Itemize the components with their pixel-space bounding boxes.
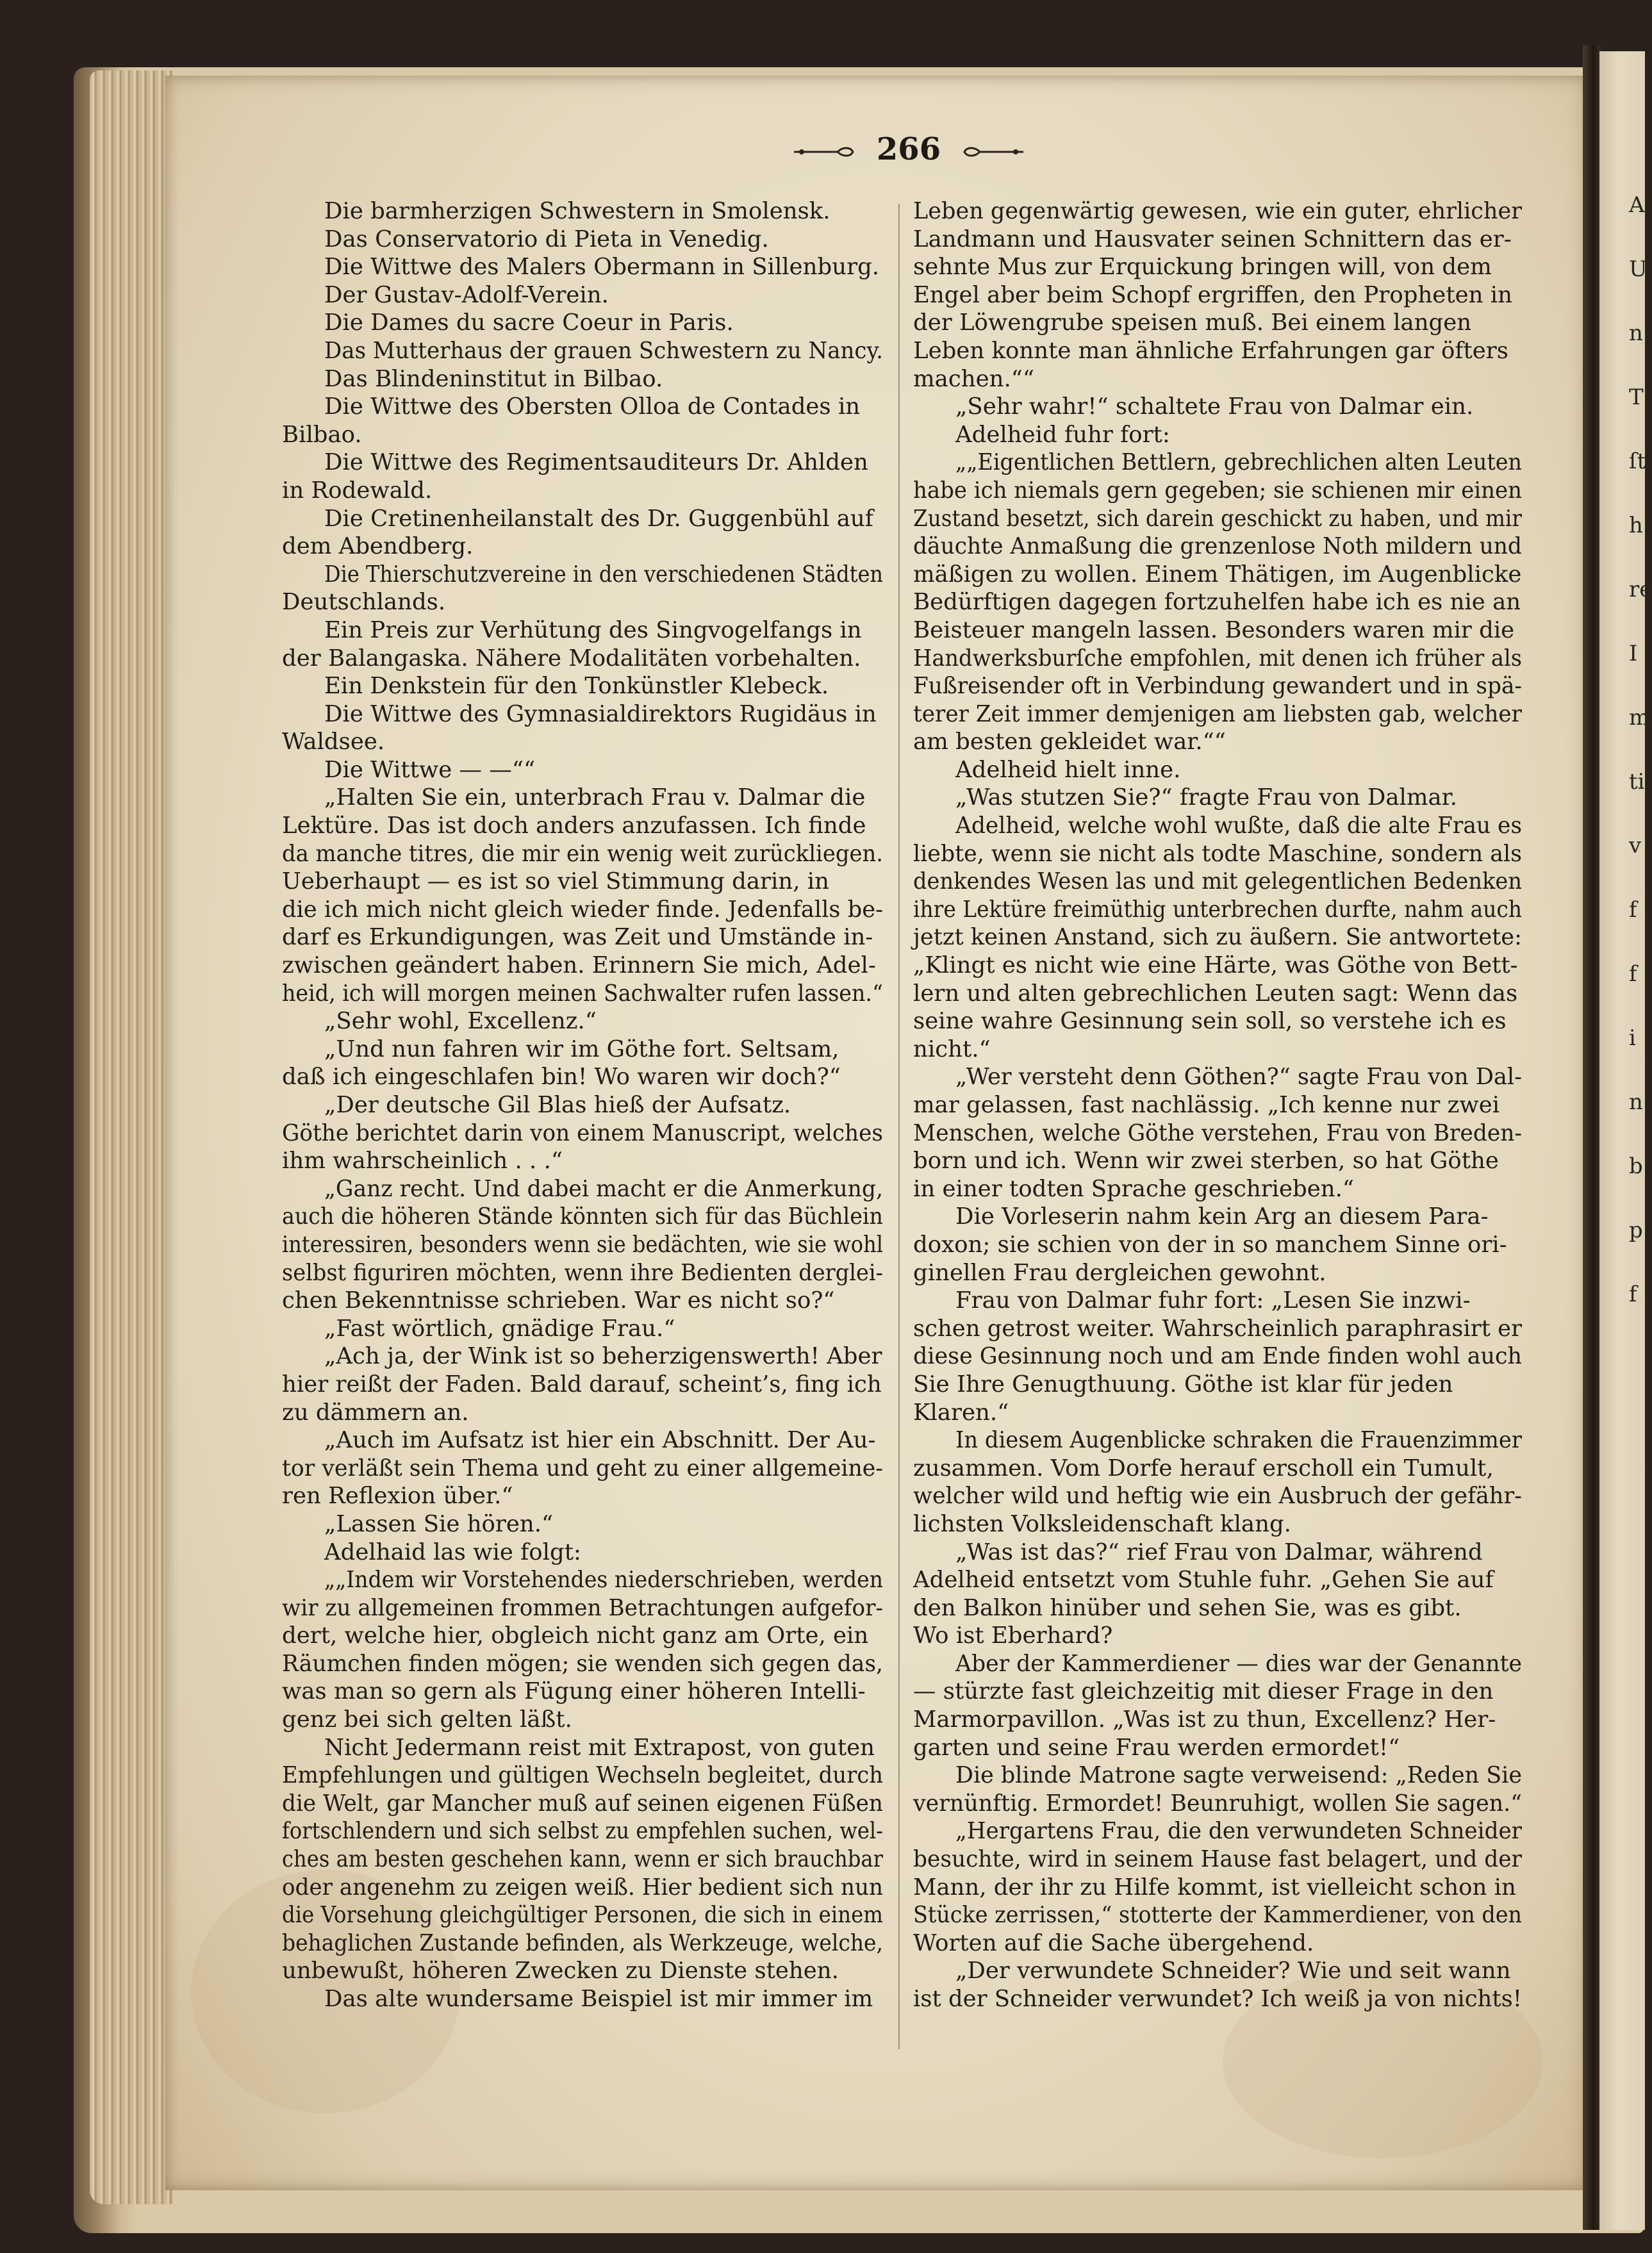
text-line: selbst figuriren möchten, wenn ihre Bedienten derglei- <box>282 1259 883 1286</box>
text-line: besuchte, wird in seinem Hause fast belagert, und der <box>913 1846 1522 1873</box>
text-line: Landmann und Hausvater seinen Schnittern das er- <box>913 226 1512 252</box>
text-line: Handwerksburſche empfohlen, mit denen ich früher als <box>913 645 1522 672</box>
text-line: lern und alten gebrechlichen Leuten sagt: Wenn das <box>913 980 1518 1007</box>
page-header <box>781 131 1037 167</box>
text-line: Die Wittwe des Gymnasialdirektors Rugidäus in <box>324 700 877 727</box>
text-line: Ein Denkstein für den Tonkünstler Klebeck. <box>324 673 829 700</box>
text-line: unbewußt, höheren Zwecken zu Dienste stehen. <box>282 1958 839 1985</box>
text-line: dem Abendberg. <box>282 533 474 560</box>
text-line: „Klingt es nicht wie eine Härte, was Göthe von Bett- <box>913 952 1518 979</box>
text-line: zwischen geändert haben. Erinnern Sie mich, Adel- <box>282 952 876 979</box>
page-stack-edges <box>90 70 173 2204</box>
text-line: Klaren.“ <box>913 1399 1009 1426</box>
next-page-letter: ti <box>1629 769 1645 795</box>
text-line: Engel aber beim Schopf ergriffen, den Propheten in <box>913 281 1512 308</box>
text-line: oder angenehm zu zeigen weiß. Hier bedient sich nun <box>282 1874 883 1901</box>
next-page-letter: n <box>1629 320 1643 346</box>
text-line: Frau von Dalmar fuhr fort: „Lesen Sie inzwi- <box>955 1287 1471 1314</box>
right-text-column <box>913 197 1522 2013</box>
text-line: Leben konnte man ähnliche Erfahrungen gar öfters <box>913 337 1508 364</box>
text-line: „Auch im Aufsatz ist hier ein Abschnitt. Der Au- <box>324 1427 876 1454</box>
text-line: Lektüre. Das ist doch anders anzufassen. Ich finde <box>282 813 866 839</box>
text-line: „Was stutzen Sie?“ fragte Frau von Dalmar. <box>955 784 1458 811</box>
text-line: „„Indem wir Vorstehendes niederschrieben, werden <box>324 1567 883 1594</box>
next-page-letter: f <box>1629 1282 1637 1307</box>
text-line: da manche titres, die mir ein wenig weit zurückliegen. <box>282 840 883 867</box>
text-line: zusammen. Vom Dorfe herauf erscholl ein Tumult, <box>913 1455 1494 1481</box>
text-line: Sie Ihre Genugthuung. Göthe ist klar für jeden <box>913 1371 1453 1398</box>
text-line: Adelheid entsetzt vom Stuhle fuhr. „Gehen Sie auf <box>913 1567 1494 1594</box>
text-line: Die Wittwe des Malers Obermann in Sillenburg. <box>324 254 880 281</box>
text-line: vernünftig. Ermordet! Beunruhigt, wollen Sie sagen.“ <box>913 1790 1522 1817</box>
text-line: genz bei sich gelten läßt. <box>282 1706 572 1733</box>
text-line: interessiren, besonders wenn sie bedächten, wie sie wohl <box>282 1231 883 1258</box>
text-line: Ein Preis zur Verhütung des Singvogelfangs in <box>324 616 862 643</box>
text-line: Deutschlands. <box>282 589 446 616</box>
next-page-letter: m <box>1629 705 1650 730</box>
text-line: Zustand besetzt, sich darein geschickt zu haben, und mir <box>913 505 1522 532</box>
text-line: welcher wild und heftig wie ein Ausbruch der gefähr- <box>913 1483 1522 1510</box>
next-page-letter: A <box>1629 192 1645 218</box>
text-line: Adelheid, welche wohl wußte, daß die alte Frau es <box>955 813 1522 839</box>
text-line: Leben gegenwärtig gewesen, wie ein guter, ehrlicher <box>913 198 1522 224</box>
next-page-letter: ſt <box>1629 449 1646 474</box>
text-line: jetzt keinen Anstand, sich zu äußern. Sie antwortete: <box>913 924 1522 951</box>
text-line: Nicht Jedermann reist mit Extrapost, von guten <box>324 1734 875 1761</box>
text-line: in einer todten Sprache geschrieben.“ <box>913 1175 1355 1202</box>
text-line: „Sehr wohl, Excellenz.“ <box>324 1008 597 1035</box>
text-line: Waldsee. <box>282 729 385 755</box>
text-line: behaglichen Zustande befinden, als Werkzeuge, welche, <box>282 1929 883 1956</box>
text-line: Fußreisender oft in Verbindung gewandert und in spä- <box>913 673 1522 700</box>
text-line: tor verläßt sein Thema und geht zu einer allgemeine- <box>282 1455 883 1481</box>
book-gutter <box>1583 45 1601 2230</box>
text-line: Worten auf die Sache übergehend. <box>913 1929 1314 1956</box>
text-line: mar gelassen, fast nachlässig. „Ich kenne nur zwei <box>913 1092 1500 1118</box>
text-line: zu dämmern an. <box>282 1399 469 1426</box>
next-page-letter: U <box>1629 256 1648 282</box>
text-line: nicht.“ <box>913 1036 991 1062</box>
next-page-letter: f <box>1629 961 1637 987</box>
text-line: Das alte wundersame Beispiel ist mir immer im <box>324 1986 873 2012</box>
text-line: auch die höheren Stände könnten sich für das Büchlein <box>282 1203 883 1230</box>
scroll-ornament-left-icon <box>793 144 857 160</box>
next-page-letter: T <box>1629 384 1644 410</box>
text-line: Mann, der ihr zu Hilfe kommt, ist vielleicht schon in <box>913 1874 1516 1901</box>
text-line: Die Wittwe — —““ <box>324 756 536 783</box>
text-line: däuchte Anmaßung die grenzenlose Noth mildern und <box>913 533 1522 560</box>
text-line: „Lassen Sie hören.“ <box>324 1510 554 1537</box>
text-line: „Halten Sie ein, unterbrach Frau v. Dalmar die <box>324 784 866 811</box>
text-line: garten und seine Frau werden ermordet!“ <box>913 1734 1400 1761</box>
next-page-letter: I <box>1629 641 1638 666</box>
text-line: habe ich niemals gern gegeben; sie schienen mir einen <box>913 477 1522 504</box>
next-page-letter: v <box>1629 833 1642 859</box>
text-line: terer Zeit immer demjenigen am liebsten gab, welcher <box>913 700 1522 727</box>
next-page-letter: h <box>1629 513 1643 538</box>
text-line: „Sehr wahr!“ schaltete Frau von Dalmar ein. <box>955 393 1474 420</box>
text-line: Stücke zerrissen,“ stotterte der Kammerdiener, von den <box>913 1902 1522 1929</box>
text-line: doxon; sie schien von der in so manchem Sinne ori- <box>913 1231 1507 1258</box>
text-line: ginellen Frau dergleichen gewohnt. <box>913 1259 1326 1286</box>
text-line: machen.““ <box>913 365 1035 392</box>
page-number: 266 <box>876 131 941 167</box>
text-line: Das Mutterhaus der grauen Schwestern zu Nancy. <box>324 337 883 364</box>
text-line: „„Eigentlichen Bettlern, gebrechlichen alten Leuten <box>955 449 1522 476</box>
text-line: Die Dames du sacre Coeur in Paris. <box>324 309 734 336</box>
text-line: wir zu allgemeinen frommen Betrachtungen aufgefor- <box>282 1594 883 1621</box>
text-line: Räumchen finden mögen; sie wenden sich gegen das, <box>282 1650 883 1677</box>
text-line: ches am besten geschehen kann, wenn er sich brauchbar <box>282 1846 883 1873</box>
next-page-edge <box>1599 51 1652 2230</box>
scroll-ornament-right-icon <box>961 144 1025 160</box>
text-line: die Welt, gar Mancher muß auf seinen eigenen Füßen <box>282 1790 883 1817</box>
text-line: Adelheid hielt inne. <box>955 756 1181 783</box>
text-line: chen Bekenntnisse schrieben. War es nicht so?“ <box>282 1287 835 1314</box>
text-line: denkendes Wesen las und mit gelegentlichen Bedenken <box>913 868 1522 895</box>
text-line: „Ach ja, der Wink ist so beherzigenswerth! Aber <box>324 1343 882 1370</box>
text-line: daß ich eingeschlafen bin! Wo waren wir doch?“ <box>282 1064 841 1091</box>
text-line: darf es Erkundigungen, was Zeit und Umstände in- <box>282 924 873 951</box>
text-line: „Ganz recht. Und dabei macht er die Anmerkung, <box>324 1175 883 1202</box>
text-line: heid, ich will morgen meinen Sachwalter rufen lassen.“ <box>282 980 883 1007</box>
next-page-letter: n <box>1629 1089 1643 1115</box>
text-line: liebte, wenn sie nicht als todte Maschine, sondern als <box>913 840 1522 867</box>
text-line: mäßigen zu wollen. Einem Thätigen, im Augenblicke <box>913 561 1522 588</box>
text-line: Die blinde Matrone sagte verweisend: „Reden Sie <box>955 1762 1522 1789</box>
text-line: ist der Schneider verwundet? Ich weiß ja von nichts! <box>913 1986 1522 2012</box>
text-line: „Der deutsche Gil Blas hieß der Aufsatz. <box>324 1092 791 1118</box>
text-line: schen getrost weiter. Wahrscheinlich paraphrasirt er <box>913 1315 1522 1342</box>
text-line: am besten gekleidet war.““ <box>913 729 1226 755</box>
text-line: lichsten Volksleidenschaft klang. <box>913 1510 1291 1537</box>
text-line: Die Wittwe des Obersten Olloa de Contades in <box>324 393 861 420</box>
text-line: Bilbao. <box>282 421 362 448</box>
next-page-letter: i <box>1629 1025 1636 1051</box>
text-line: Wo ist Eberhard? <box>913 1622 1113 1649</box>
text-line: Die barmherzigen Schwestern in Smolensk. <box>324 198 830 224</box>
text-line: ihre Lektüre freimüthig unterbrechen durfte, nahm auch <box>913 896 1522 923</box>
text-line: dert, welche hier, obgleich nicht ganz am Orte, ein <box>282 1622 869 1649</box>
text-line: Aber der Kammerdiener — dies war der Genannte <box>955 1650 1522 1677</box>
text-line: In diesem Augenblicke schraken die Frauenzimmer <box>955 1427 1522 1454</box>
text-line: „Und nun fahren wir im Göthe fort. Seltsam, <box>324 1036 839 1062</box>
left-text-column <box>282 197 883 2013</box>
text-line: der Balangaska. Nähere Modalitäten vorbehalten. <box>282 645 861 672</box>
text-line: hier reißt der Faden. Bald darauf, scheint’s, fing ich <box>282 1371 882 1398</box>
text-line: Das Conservatorio di Pieta in Venedig. <box>324 226 769 252</box>
text-line: Menschen, welche Göthe verstehen, Frau von Breden- <box>913 1119 1522 1146</box>
text-line: born und ich. Wenn wir zwei sterben, so hat Göthe <box>913 1148 1499 1175</box>
text-line: Bedürftigen dagegen fortzuhelfen habe ich es nie an <box>913 589 1521 616</box>
text-line: „Hergartens Frau, die den verwundeten Schneider <box>955 1818 1522 1845</box>
text-line: Beisteuer mangeln lassen. Besonders waren mir die <box>913 616 1515 643</box>
text-line: „Fast wörtlich, gnädige Frau.“ <box>324 1315 675 1342</box>
text-line: was man so gern als Fügung einer höheren Intelli- <box>282 1678 866 1705</box>
next-page-letter: b <box>1629 1153 1643 1179</box>
text-line: sehnte Mus zur Erquickung bringen will, von dem <box>913 254 1492 281</box>
text-line: Adelhaid las wie folgt: <box>324 1539 581 1565</box>
text-line: Göthe berichtet darin von einem Manuscript, welches <box>282 1119 883 1146</box>
text-line: Die Vorleserin nahm kein Arg an diesem Para- <box>955 1203 1489 1230</box>
text-line: Der Gustav-Adolf-Verein. <box>324 281 609 308</box>
next-page-letter: f <box>1629 897 1637 923</box>
text-line: Adelheid fuhr fort: <box>955 421 1170 448</box>
text-line: Marmorpavillon. „Was ist zu thun, Excellenz? Her- <box>913 1706 1496 1733</box>
text-line: Das Blindeninstitut in Bilbao. <box>324 365 663 392</box>
text-line: Empfehlungen und gültigen Wechseln begleitet, durch <box>282 1762 883 1789</box>
next-page-letter: re <box>1629 577 1652 602</box>
column-divider <box>898 204 900 2049</box>
text-line: „Der verwundete Schneider? Wie und seit wann <box>955 1958 1511 1985</box>
text-line: der Löwengrube speisen muß. Bei einem langen <box>913 309 1472 336</box>
text-line: Die Wittwe des Regimentsauditeurs Dr. Ahlden <box>324 449 868 476</box>
text-line: „Wer versteht denn Göthen?“ sagte Frau von Dal- <box>955 1064 1522 1091</box>
text-line: seine wahre Gesinnung sein soll, so verstehe ich es <box>913 1008 1507 1035</box>
text-line: „Was ist das?“ rief Frau von Dalmar, während <box>955 1539 1483 1565</box>
text-line: die ich mich nicht gleich wieder finde. Jedenfalls be- <box>282 896 883 923</box>
text-line: — stürzte fast gleichzeitig mit dieser Frage in den <box>913 1678 1494 1705</box>
next-page-letter: p <box>1629 1217 1643 1243</box>
text-line: Die Thierschutzvereine in den verschiedenen Städten <box>324 561 883 588</box>
text-line: Ueberhaupt — es ist so viel Stimmung darin, in <box>282 868 830 895</box>
text-line: ren Reflexion über.“ <box>282 1483 513 1510</box>
text-line: fortschlendern und sich selbst zu empfehlen suchen, wel- <box>282 1818 883 1845</box>
text-line: den Balkon hinüber und sehen Sie, was es gibt. <box>913 1594 1462 1621</box>
text-line: ihm wahrscheinlich . . .“ <box>282 1148 563 1175</box>
text-line: diese Gesinnung noch und am Ende finden wohl auch <box>913 1343 1522 1370</box>
text-line: Die Cretinenheilanstalt des Dr. Guggenbühl auf <box>324 505 873 532</box>
text-line: die Vorsehung gleichgültiger Personen, die sich in einem <box>282 1902 883 1929</box>
text-line: in Rodewald. <box>282 477 433 504</box>
